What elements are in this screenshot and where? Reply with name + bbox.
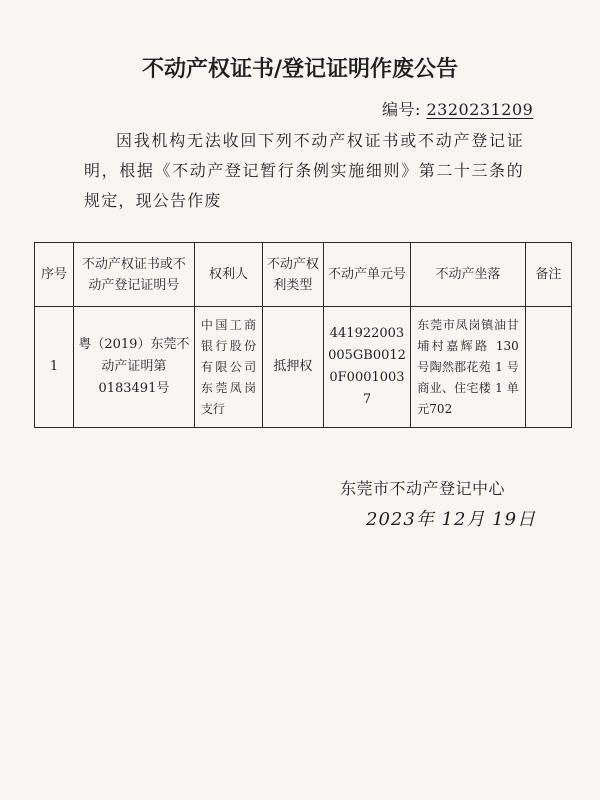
issue-date: 2023年 12月 19日	[366, 509, 537, 530]
header-location: 不动产坐落	[411, 243, 526, 307]
header-holder: 权利人	[194, 243, 262, 307]
cell-holder: 中国工商银行股份有限公司东莞凤岗支行	[194, 307, 262, 428]
header-unit-number: 不动产单元号	[323, 243, 411, 307]
document-number	[382, 97, 533, 120]
table-row	[35, 307, 572, 428]
cell-location: 东莞市凤岗镇油甘埔村嘉辉路 130 号陶然郡花苑 1 号商业、住宅楼 1 单元702	[411, 307, 526, 428]
cell-seq: 1	[35, 307, 74, 428]
header-remarks: 备注	[525, 243, 571, 307]
void-certificate-table	[34, 242, 572, 428]
document-number-label: 编号:	[382, 100, 421, 119]
header-cert-number: 不动产权证书或不动产登记证明号	[73, 243, 194, 307]
issuer-name: 东莞市不动产登记中心	[340, 479, 506, 498]
table-header-row	[35, 243, 572, 307]
intro-paragraph: 因我机构无法收回下列不动产权证书或不动产登记证明，根据《不动产登记暂行条例实施细则》第二十三条的规定，现公告作废	[84, 131, 524, 210]
cell-remarks	[525, 307, 571, 428]
header-seq: 序号	[35, 243, 74, 307]
cell-unit-number: 441922003005GB00120F00010037	[323, 307, 411, 428]
document-title: 不动产权证书/登记证明作废公告	[141, 56, 459, 82]
cell-cert-number: 粤（2019）东莞不动产证明第0183491号	[73, 307, 194, 428]
header-right-type: 不动产权利类型	[263, 243, 324, 307]
document-number-value: 2320231209	[426, 100, 534, 119]
cell-right-type: 抵押权	[263, 307, 324, 428]
